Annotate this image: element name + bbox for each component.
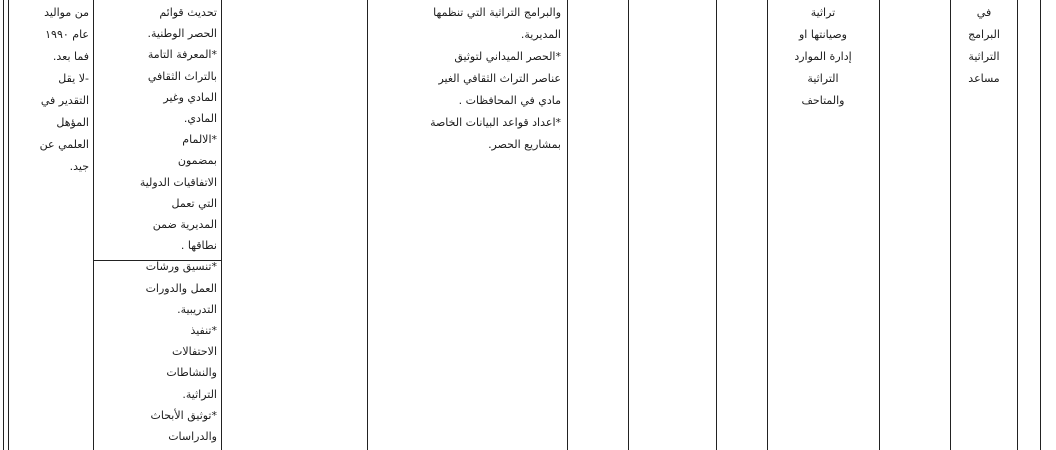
text-line: *الالمام	[182, 133, 217, 147]
column-divider	[367, 0, 368, 450]
cell-tasks	[373, 2, 561, 156]
text-line: التدريبية.	[177, 302, 217, 316]
text-line: -لا يقل	[58, 72, 89, 85]
text-line: التراثية	[968, 50, 1000, 63]
text-line: *الحصر الميداني لتوثيق	[454, 50, 561, 63]
text-line: المادي وغير	[163, 90, 217, 104]
text-line: مادي في المحافظات .	[458, 94, 561, 107]
text-line: في	[976, 6, 992, 19]
column-divider	[1017, 0, 1018, 450]
column-divider	[93, 0, 94, 450]
text-line: *المعرفة التامة	[147, 48, 217, 62]
text-line: المديرية.	[520, 28, 561, 41]
text-line: وصيانتها او	[799, 28, 847, 41]
text-line: إدارة الموارد	[794, 50, 852, 63]
text-line: المادي.	[183, 112, 217, 126]
text-line: بالتراث الثقافي	[147, 69, 217, 83]
column-divider	[879, 0, 880, 450]
text-line: الاحتفالات	[172, 345, 217, 359]
text-line: تراثية	[810, 6, 836, 19]
text-line: مساعد	[968, 72, 1000, 85]
text-line: والمتاحف	[801, 94, 845, 107]
text-line: الحصر الوطنية.	[147, 27, 217, 41]
text-line: العلمي عن	[39, 138, 89, 151]
text-line: الاتفاقيات الدولية	[139, 175, 217, 189]
table-border-left-outer	[3, 0, 4, 450]
table-border-left-inner	[8, 0, 9, 450]
text-line: التراثية	[807, 72, 839, 85]
cell-qualification	[13, 2, 89, 178]
cell-field	[771, 2, 875, 112]
text-line: *تنفيذ	[190, 324, 217, 338]
text-line: والبرامج التراثية التي تنظمها	[433, 6, 561, 19]
text-line: *اعداد قواعد البيانات الخاصة	[430, 116, 561, 129]
column-divider	[716, 0, 717, 450]
text-line: *توثيق الأبحاث	[150, 408, 217, 422]
text-line: *تنسيق ورشات	[145, 260, 217, 274]
column-divider	[767, 0, 768, 450]
text-line: العمل والدورات	[145, 281, 217, 295]
text-line: المؤهل	[56, 116, 89, 129]
text-line: التي تعمل	[171, 196, 217, 210]
cell-duties	[99, 2, 217, 447]
text-line: التقدير في	[40, 94, 89, 107]
text-line: والنشاطات	[166, 366, 217, 380]
text-line: عناصر التراث الثقافي الغير	[438, 72, 561, 85]
text-line: من مواليد	[44, 6, 89, 19]
text-line: بمشاريع الحصر.	[488, 138, 561, 151]
column-divider	[221, 0, 222, 450]
text-line: نطاقها .	[180, 239, 217, 253]
text-line: تحديث قوائم	[159, 6, 217, 19]
text-line: عام ١٩٩٠	[45, 28, 89, 41]
text-line: المديرية ضمن	[152, 218, 217, 232]
text-line: فما بعد.	[52, 50, 89, 63]
table-border-right	[1040, 0, 1041, 450]
column-divider	[950, 0, 951, 450]
text-line: البرامج	[968, 28, 1000, 41]
cell-job-title	[954, 2, 1014, 90]
column-divider	[628, 0, 629, 450]
text-line: بمضمون	[177, 154, 217, 168]
text-line: والدراسات	[168, 430, 217, 444]
text-line: التراثية.	[182, 387, 217, 401]
text-line: جيد.	[69, 160, 89, 173]
column-divider	[567, 0, 568, 450]
